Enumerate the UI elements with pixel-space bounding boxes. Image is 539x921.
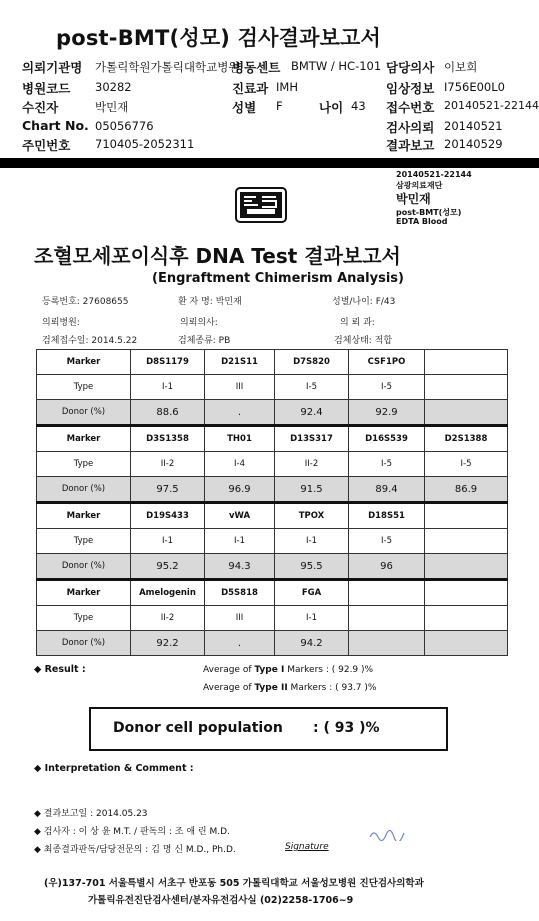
- marker-name: TPOX: [275, 503, 349, 529]
- report-title: post-BMT(성모) 검사결과보고서: [56, 26, 382, 50]
- donor-percent: 88.6: [131, 400, 205, 426]
- patient-name: 환 자 명: 박민재: [178, 297, 242, 307]
- marker-type: I-4: [205, 452, 275, 477]
- sex-age: 성별/나이: F/43: [332, 297, 396, 307]
- marker-row-label: Type: [37, 452, 131, 477]
- marker-donor-row: [37, 631, 508, 656]
- marker-name-row: [37, 426, 508, 452]
- header-value: 가톨릭학원가톨릭대학교병원: [95, 60, 240, 74]
- marker-row-label: Donor (%): [37, 631, 131, 656]
- header-label: 결과보고: [386, 138, 435, 153]
- doc-title: 조혈모세포이식후 DNA Test 결과보고서: [34, 244, 401, 268]
- marker-type: I-1: [275, 606, 349, 631]
- header-label: 진료과: [232, 81, 269, 96]
- header-label: 성별: [232, 100, 257, 115]
- marker-type: I-1: [131, 375, 205, 400]
- donor-percent: 94.2: [275, 631, 349, 656]
- marker-donor-row: [37, 554, 508, 580]
- donor-percent: [349, 631, 425, 656]
- marker-row-label: Donor (%): [37, 477, 131, 503]
- donor-percent: 95.2: [131, 554, 205, 580]
- marker-row-label: Marker: [37, 350, 131, 375]
- interpretation-label: ◆ Interpretation & Comment :: [34, 763, 194, 774]
- examiner: ◆ 검사자 : 이 상 윤 M.T. / 판독의 : 조 애 린 M.D.: [34, 827, 230, 837]
- marker-name: D19S433: [131, 503, 205, 529]
- marker-type: I-1: [205, 529, 275, 554]
- marker-row-label: Marker: [37, 503, 131, 529]
- marker-type: I-5: [425, 452, 508, 477]
- header-label: 수진자: [22, 100, 59, 115]
- header-value: 30282: [95, 80, 132, 94]
- header-value: 20140529: [444, 137, 503, 151]
- specimen-status: 검체상태: 적합: [334, 336, 393, 346]
- header-value: BMTW / HC-101: [291, 59, 382, 73]
- stamp-line: 삼광의료재단: [396, 181, 443, 190]
- marker-name: D7S820: [275, 350, 349, 375]
- marker-name: D5S818: [205, 580, 275, 606]
- marker-row-label: Donor (%): [37, 400, 131, 426]
- marker-type: I-1: [131, 529, 205, 554]
- result-label: ◆ Result :: [34, 664, 86, 675]
- marker-name: D21S11: [205, 350, 275, 375]
- donor-percent: 94.3: [205, 554, 275, 580]
- donor-population-label: Donor cell population: [113, 720, 283, 736]
- doc-subtitle: (Engraftment Chimerism Analysis): [152, 271, 404, 286]
- marker-row-label: Type: [37, 529, 131, 554]
- final-reader: ◆ 최종결과판독/담당전문의 : 김 명 신 M.D., Ph.D.: [34, 845, 236, 855]
- marker-type: I-1: [275, 529, 349, 554]
- marker-name: vWA: [205, 503, 275, 529]
- marker-type: I-5: [349, 452, 425, 477]
- address-line: (우)137-701 서울특별시 서초구 반포동 505 가톨릭대학교 서울성모병원 진단검사의학과: [44, 878, 424, 889]
- marker-donor-row: [37, 477, 508, 503]
- marker-type: [425, 375, 508, 400]
- header-value: F: [276, 99, 283, 113]
- header-value: 이보희: [444, 60, 478, 74]
- header-value: 710405-2052311: [95, 137, 195, 151]
- avg-type2: Average of Type II Markers : ( 93.7 )%: [203, 683, 377, 693]
- header-value: 박민재: [95, 100, 129, 114]
- recv-date: 검체접수일: 2014.5.22: [42, 336, 138, 346]
- marker-name-row: [37, 503, 508, 529]
- donor-percent: [425, 554, 508, 580]
- donor-percent: 96.9: [205, 477, 275, 503]
- marker-type-row: [37, 375, 508, 400]
- marker-row-label: Type: [37, 375, 131, 400]
- marker-type: III: [205, 606, 275, 631]
- marker-name: D13S317: [275, 426, 349, 452]
- marker-name: D2S1388: [425, 426, 508, 452]
- header-label: 병동센트: [232, 60, 281, 75]
- marker-type: I-5: [349, 529, 425, 554]
- marker-type-row: [37, 606, 508, 631]
- donor-percent: 92.2: [131, 631, 205, 656]
- donor-percent: [425, 400, 508, 426]
- marker-type: II-2: [131, 606, 205, 631]
- stamp-name: 박민재: [396, 192, 431, 206]
- marker-row-label: Marker: [37, 426, 131, 452]
- header-label: 검사의뢰: [386, 120, 435, 135]
- donor-percent: 96: [349, 554, 425, 580]
- marker-type: I-5: [349, 375, 425, 400]
- header-label: 의뢰기관명: [22, 60, 83, 75]
- marker-name: [349, 580, 425, 606]
- header-label: 나이: [319, 100, 344, 115]
- marker-name-row: [37, 350, 508, 375]
- marker-type: I-5: [275, 375, 349, 400]
- header-label: 임상정보: [386, 81, 435, 96]
- marker-name: [425, 580, 508, 606]
- donor-population-box: [89, 707, 448, 751]
- header-value: IMH: [276, 80, 298, 94]
- header-value: 20140521: [444, 119, 503, 133]
- lab-logo-icon: [235, 187, 287, 223]
- stamp-line: 20140521-22144: [396, 170, 472, 179]
- marker-name: D16S539: [349, 426, 425, 452]
- report-date: ◆ 결과보고일 : 2014.05.23: [34, 809, 148, 819]
- donor-percent: 91.5: [275, 477, 349, 503]
- donor-percent: .: [205, 631, 275, 656]
- marker-row-label: Type: [37, 606, 131, 631]
- marker-name: [425, 503, 508, 529]
- donor-percent: 92.4: [275, 400, 349, 426]
- hospital: 의뢰병원:: [42, 318, 80, 328]
- marker-type: [349, 606, 425, 631]
- header-label: 주민번호: [22, 138, 71, 153]
- doctor: 의뢰의사:: [180, 318, 218, 328]
- marker-name: D8S1179: [131, 350, 205, 375]
- header-value: I756E00L0: [444, 80, 505, 94]
- marker-row-label: Donor (%): [37, 554, 131, 580]
- marker-donor-row: [37, 400, 508, 426]
- donor-percent: [425, 631, 508, 656]
- donor-percent: 92.9: [349, 400, 425, 426]
- marker-name: D18S51: [349, 503, 425, 529]
- header-label: 담당의사: [386, 60, 435, 75]
- donor-percent: 89.4: [349, 477, 425, 503]
- header-value: 05056776: [95, 119, 154, 133]
- marker-type: [425, 606, 508, 631]
- marker-type-row: [37, 452, 508, 477]
- header-label: 접수번호: [386, 100, 435, 115]
- marker-name: CSF1PO: [349, 350, 425, 375]
- marker-table: [36, 349, 508, 656]
- specimen: 검체종류: PB: [178, 336, 231, 346]
- donor-percent: 86.9: [425, 477, 508, 503]
- marker-name: [425, 350, 508, 375]
- signature-label: Signature: [285, 842, 329, 852]
- contact-line: 가톨릭유전진단검사센터/분자유전검사실 (02)2258-1706~9: [88, 895, 354, 906]
- reg-no: 등록번호: 27608655: [42, 297, 129, 307]
- marker-name-row: [37, 580, 508, 606]
- donor-percent: .: [205, 400, 275, 426]
- header-label: 병원코드: [22, 81, 71, 96]
- marker-type-row: [37, 529, 508, 554]
- header-value: 43: [351, 99, 366, 113]
- marker-name: D3S1358: [131, 426, 205, 452]
- marker-name: TH01: [205, 426, 275, 452]
- donor-percent: 95.5: [275, 554, 349, 580]
- stamp-line: post-BMT(성모): [396, 208, 462, 217]
- scan-separator: [0, 158, 539, 168]
- header-value: 20140521-22144: [444, 99, 539, 112]
- marker-row-label: Marker: [37, 580, 131, 606]
- dept: 의 뢰 과:: [340, 318, 375, 328]
- marker-type: [425, 529, 508, 554]
- marker-type: II-2: [131, 452, 205, 477]
- marker-name: Amelogenin: [131, 580, 205, 606]
- stamp-line: EDTA Blood: [396, 217, 448, 226]
- donor-population-value: : ( 93 )%: [313, 720, 380, 736]
- header-label: Chart No.: [22, 118, 89, 133]
- donor-percent: 97.5: [131, 477, 205, 503]
- marker-type: II-2: [275, 452, 349, 477]
- marker-type: III: [205, 375, 275, 400]
- signature-icon: [368, 826, 408, 840]
- avg-type1: Average of Type I Markers : ( 92.9 )%: [203, 665, 374, 675]
- marker-name: FGA: [275, 580, 349, 606]
